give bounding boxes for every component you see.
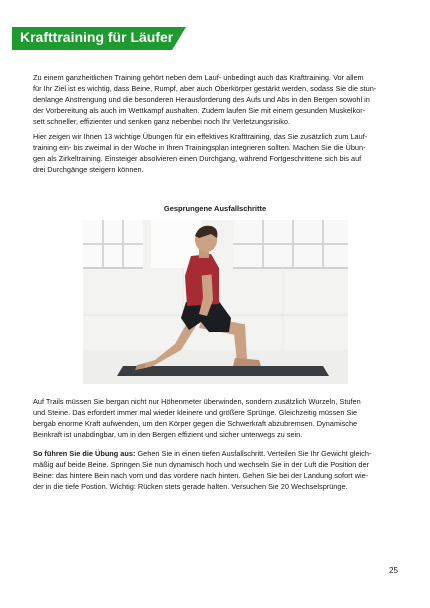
- howto-label: So führen Sie die Übung aus:: [33, 449, 136, 458]
- plan-line: Hier zeigen wir Ihnen 13 wichtige Übungen für ein effektives Krafttraining, das Sie zusätzlich zum Lauf-: [33, 132, 368, 141]
- description-line: Auf Trails müssen Sie bergan nicht nur Höhenmeter überwinden, sondern zusätzlich Wurzeln, Stufen: [33, 397, 361, 406]
- lunge-illustration: [83, 220, 348, 384]
- intro-line: Zu einem ganzheitlichen Training gehört neben dem Lauf- unbedingt auch das Krafttraining. Vor allem: [33, 73, 364, 82]
- intro-line: denlange Anstrengung und die besonderen Herausforderung des Aufs und Abs in den Bergen sowohl in: [33, 95, 370, 104]
- instructions-line: der in die tiefe Postion. Wichtig: Rücken stets gerade halten. Versuchen Sie 20 Wechselsprünge.: [33, 482, 348, 491]
- exercise-description: [33, 396, 405, 440]
- instructions-line: Beine: das hintere Bein nach vorn und das vordere nach hinten. Gehen Sie bei der Landung sofort wie-: [33, 471, 369, 480]
- intro-line: sett schneller, effizienter und senken ganz nebenbei noch Ihr Verletzungsrisiko.: [33, 117, 291, 126]
- plan-line: gen als Zirkeltraining. Einsteiger absolvieren einen Durchgang, während Fortgeschrittene sich bis auf: [33, 154, 362, 163]
- intro-line: der Vorbereitung als auch im Wettkampf aushalten. Zudem laufen Sie mit einem gesunden Muskelkor-: [33, 106, 366, 115]
- description-line: Beinkraft ist unabdingbar, um in den Bergen effizient und sicher unterwegs zu sein.: [33, 430, 303, 439]
- plan-line: training ein- bis zweimal in der Woche in Ihren Trainingsplan integrieren sollten. Machen Sie die Übun-: [33, 143, 366, 152]
- description-line: und Steine. Das erfordert immer mal wieder kleinere und größere Sprünge. Gleichzeitig müssen Sie: [33, 408, 358, 417]
- page-title: Krafttraining für Läufer: [20, 29, 174, 45]
- exercise-title: Gesprungene Ausfallschritte: [163, 204, 267, 213]
- exercise-instructions: [33, 448, 405, 492]
- instructions-line: mäßig auf beide Beine. Springen Sie nun dynamisch hoch und wechseln Sie in der Luft die Position der: [33, 460, 369, 469]
- plan-paragraph: [33, 131, 405, 175]
- plan-line: drei Durchgänge steigern können.: [33, 165, 144, 174]
- description-line: bergab enorme Kraft aufwenden, um den Körper gegen die Schwerkraft abzubremsen. Dynamische: [33, 419, 358, 428]
- page-number: 25: [389, 566, 398, 575]
- intro-paragraph: [33, 72, 405, 127]
- howto-text: Gehen Sie in einen tiefen Ausfallschritt. Verteilen Sie Ihr Gewicht gleich-: [135, 449, 372, 458]
- instructions-line: [33, 448, 405, 459]
- exercise-photo: [83, 220, 348, 384]
- intro-line: für Ihr Ziel ist es wichtig, dass Beine, Rumpf, aber auch Oberkörper gestärkt werden, sodass Sie die stun-: [33, 84, 377, 93]
